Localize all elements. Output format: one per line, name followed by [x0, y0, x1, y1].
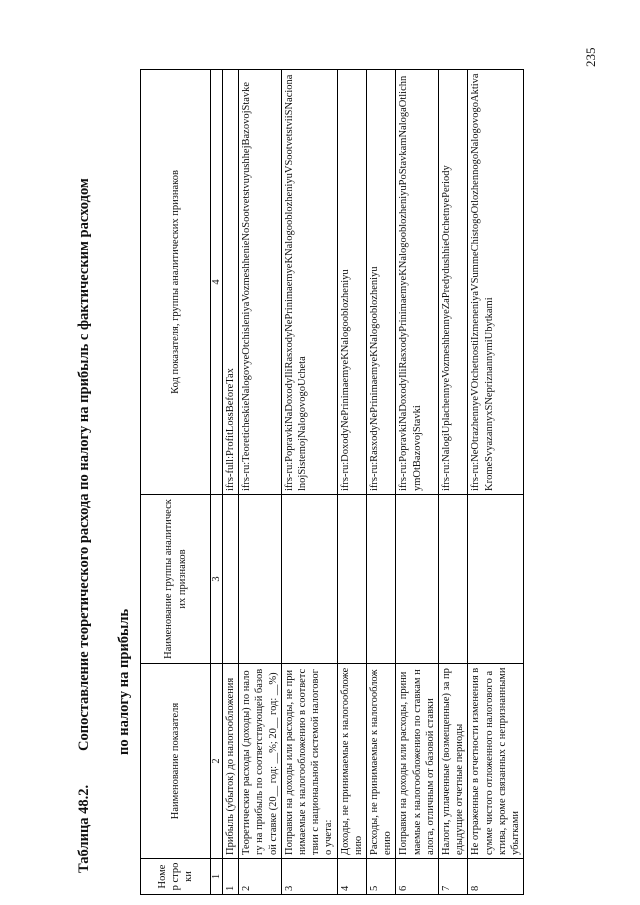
- group-name: [468, 495, 524, 664]
- header-row-number: Номер строки: [141, 859, 211, 895]
- table-row: [439, 70, 468, 895]
- column-number: 1: [211, 859, 223, 895]
- indicator-name: Поправки на доходы или расходы, принимаемые к налогообложению по ставкам налога, отличным от базовой ставки: [396, 664, 439, 859]
- indicator-code: ifrs-full:ProfitLossBeforeTax: [223, 70, 239, 495]
- group-name: [337, 495, 366, 664]
- column-number: 2: [211, 664, 223, 859]
- row-number: 3: [281, 859, 337, 895]
- group-name: [439, 495, 468, 664]
- table-row: [468, 70, 524, 895]
- row-number: 2: [239, 859, 282, 895]
- header-group-name: Наименование группы аналитических признаков: [141, 495, 211, 664]
- row-number: 5: [367, 859, 396, 895]
- indicator-code: ifrs-ru:DoxodyNePrinimaemyeKNalogooblozheniyu: [337, 70, 366, 495]
- row-number: 8: [468, 859, 524, 895]
- indicator-code: ifrs-ru:RasxodyNePrinimaemyeKNalogooblozheniyu: [367, 70, 396, 495]
- table-row: [223, 70, 239, 895]
- indicator-code: ifrs-ru:TeoreticheskieNalogovyeOtchisleniyaVozmeshhenieNoSootvetstvuyushhejBazovojStavke: [239, 70, 282, 495]
- indicator-name: Не отраженные в отчетности изменения в сумме чистого отложенного налогового актива, кроме связанных с непризнанными убытками: [468, 664, 524, 859]
- row-number: 1: [223, 859, 239, 895]
- indicator-name: Доходы, не принимаемые к налогообложению: [337, 664, 366, 859]
- header-code: Код показателя, группы аналитических признаков: [141, 70, 211, 495]
- indicator-name: Теоретические расходы (доходы) по налогу на прибыль по соответствующей базовой ставке (20__ год: __%; 20__ год: __%): [239, 664, 282, 859]
- indicator-name: Прибыль (убыток) до налогообложения: [223, 664, 239, 859]
- group-name: [367, 495, 396, 664]
- group-name: [396, 495, 439, 664]
- indicator-code: ifrs-ru:NalogiUplachennyeVozmeshhennyeZaPredydushhieOtchetnyePeriody: [439, 70, 468, 495]
- table-caption: [76, 33, 93, 873]
- column-number: 4: [211, 70, 223, 495]
- header-indicator-name: Наименование показателя: [141, 664, 211, 859]
- column-number: 3: [211, 495, 223, 664]
- indicator-code: ifrs-ru:PopravkiNaDoxodyIliRasxodyNePrinimaemyeKNalogooblozheniyuVSootvetstviiSNacionalnojSistemojNalogovogoUcheta: [281, 70, 337, 495]
- indicator-name: Поправки на доходы или расходы, не принимаемые к налогообложению в соответствии с национальной системой налогового учета:: [281, 664, 337, 859]
- table-row: [337, 70, 366, 895]
- table-row: [281, 70, 337, 895]
- table-row: [367, 70, 396, 895]
- table-title-continued: по налогу на прибыль: [116, 608, 132, 755]
- indicator-code: ifrs-ru:NeOtrazhennyeVOtchetnostiIzmeneniyaVSummeChistogoOtlozhennogoNalogovogoAktivaKromeSvyazannyxSNepriznannymiUbytkami: [468, 70, 524, 495]
- indicator-code: ifrs-ru:PopravkiNaDoxodyIliRasxodyPrinimaemyeKNalogooblozheniyuPoStavkamNalogaOtlichnymOtBazovojStavki: [396, 70, 439, 495]
- page-number: 235: [583, 47, 598, 67]
- table-title: Сопоставление теоретического расхода по налогу на прибыль с фактическим расходом: [76, 178, 92, 751]
- group-name: [223, 495, 239, 664]
- indicator-name: Расходы, не принимаемые к налогообложению: [367, 664, 396, 859]
- row-number: 7: [439, 859, 468, 895]
- table-row: [239, 70, 282, 895]
- group-name: [281, 495, 337, 664]
- comparison-table: [140, 69, 524, 895]
- table-number: Таблица 48.2.: [76, 784, 92, 873]
- row-number: 6: [396, 859, 439, 895]
- indicator-name: Налоги, уплаченные (возмещенные) за предыдущие отчетные периоды: [439, 664, 468, 859]
- table-row: [396, 70, 439, 895]
- group-name: [239, 495, 282, 664]
- row-number: 4: [337, 859, 366, 895]
